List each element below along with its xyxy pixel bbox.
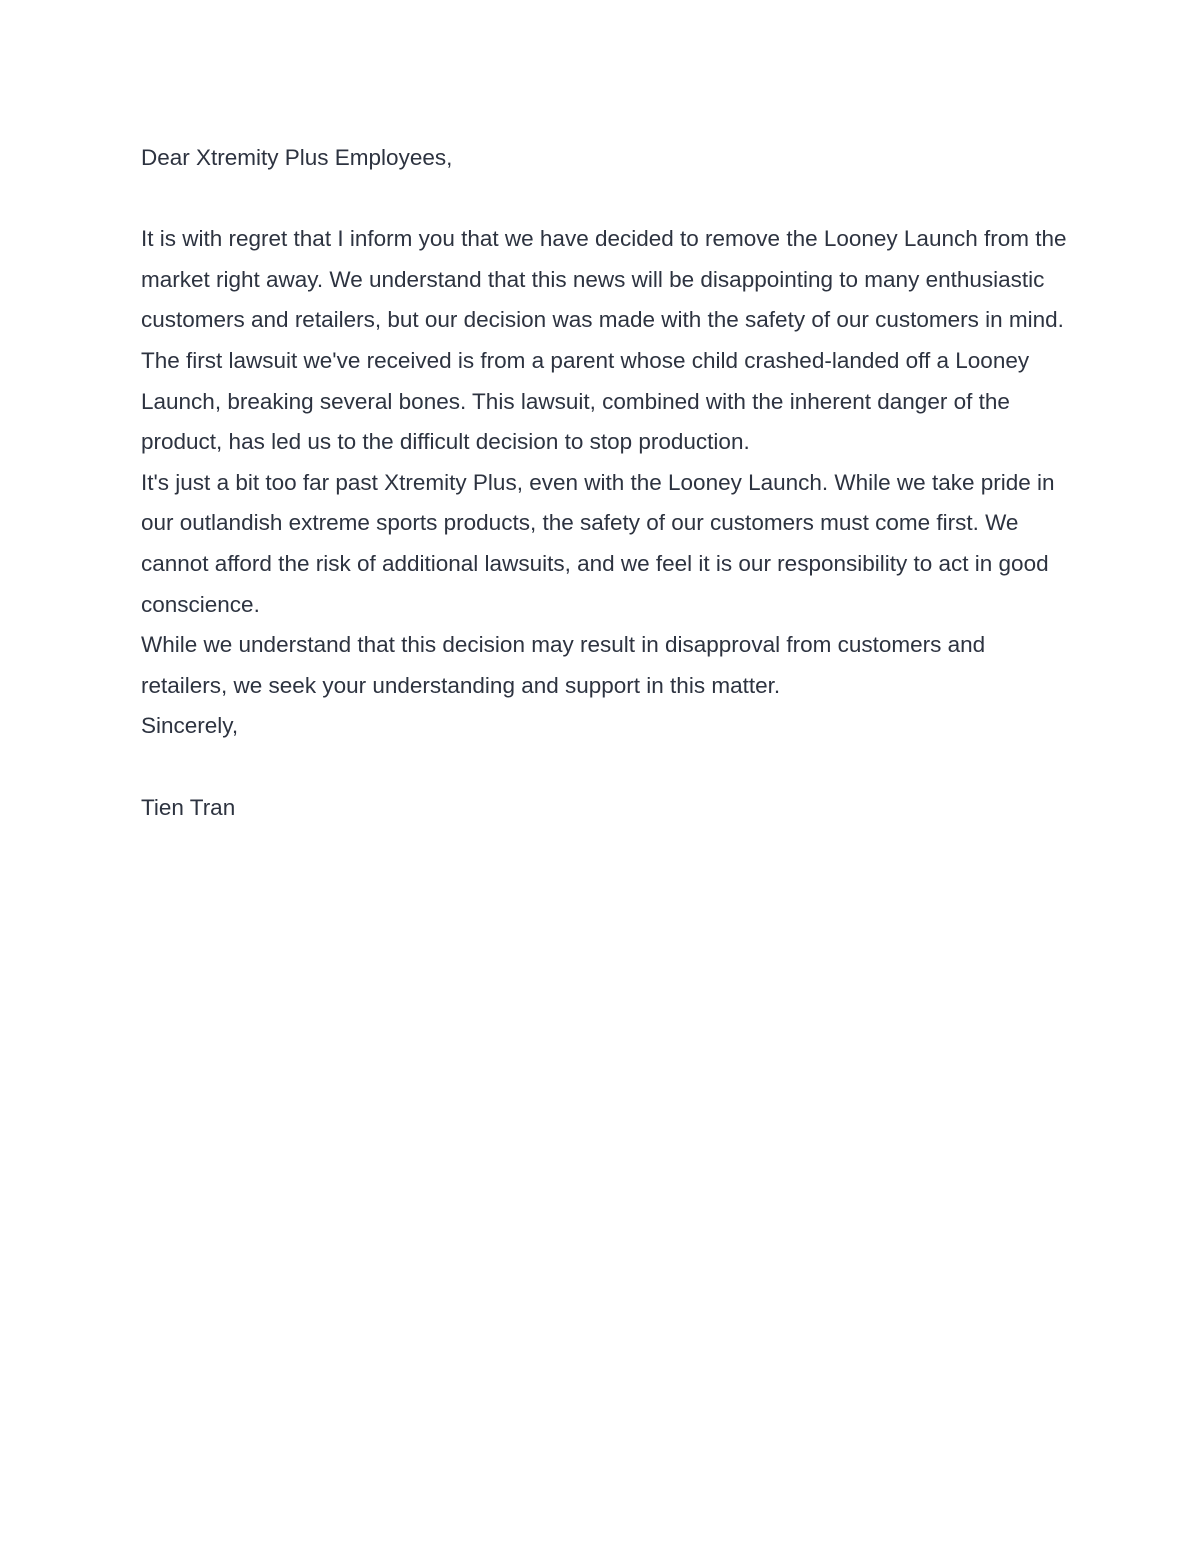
letter-paragraph: While we understand that this decision may result in disapproval from customers and retailers, we seek your understanding and support in this matter. <box>141 632 986 698</box>
letter-closing: Sincerely, <box>141 713 239 739</box>
letter-paragraph: The first lawsuit we've received is from a parent whose child crashed-landed off a Looney Launch, breaking several bones. This lawsuit, combined with the inherent danger of the product, has led us to the difficult decision to stop production. <box>141 347 1030 455</box>
letter-greeting: Dear Xtremity Plus Employees, <box>141 145 453 170</box>
letter-paragraph: It is with regret that I inform you that we have decided to remove the Looney Launch from the market right away. We understand that this news will be disappointing to many enthusiastic customers and retailers, but our decision was made with the safety of our customers in mind. <box>141 226 1067 333</box>
blank-line <box>141 179 1071 220</box>
letter-body <box>141 138 1071 828</box>
blank-line <box>141 747 1071 788</box>
letter-paragraph: It's just a bit too far past Xtremity Plus, even with the Looney Launch. While we take pride in our outlandish extreme sports products, the safety of our customers must come first. We cannot afford the risk of additional lawsuits, and we feel it is our responsibility to act in good conscience. <box>141 469 1055 617</box>
letter-signature: Tien Tran <box>141 794 236 820</box>
